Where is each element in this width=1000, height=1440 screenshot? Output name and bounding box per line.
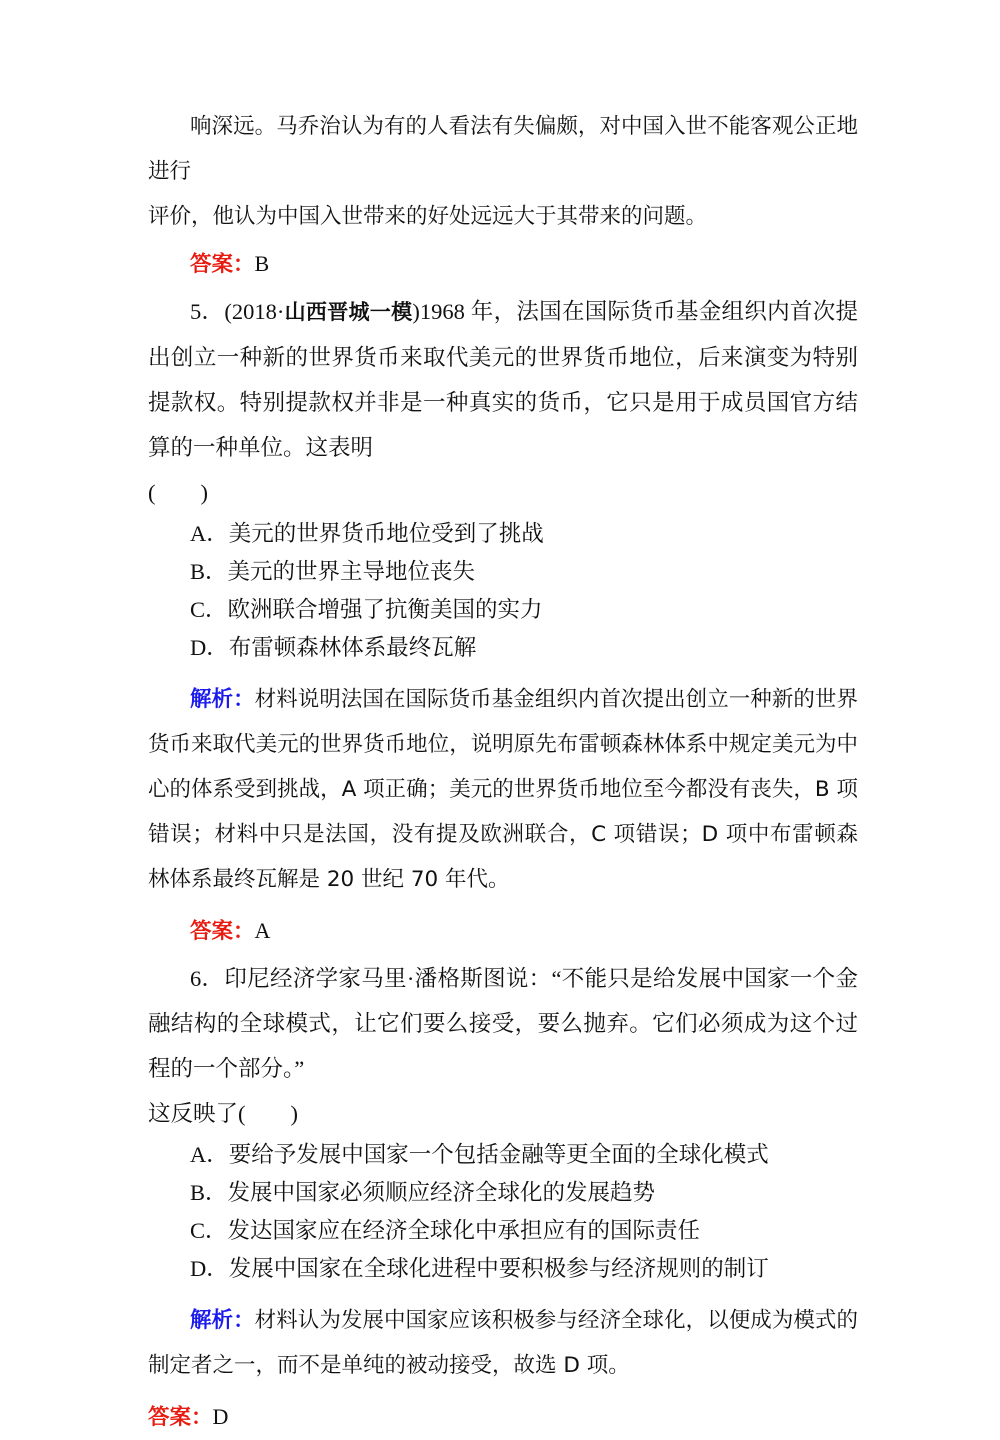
analysis-label: 解析 xyxy=(190,687,234,712)
answer-value: A xyxy=(254,918,271,943)
question-5-options xyxy=(148,515,858,667)
question-5-source-suffix: ) xyxy=(412,299,420,324)
option-c[interactable] xyxy=(148,591,858,629)
answer-separator: ： xyxy=(191,1405,213,1430)
analysis-text: 材料说明法国在国际货币基金组织内首次提出创立一种新的世界货币来取代美元的世界货币地位，说明原先布雷顿森林体系中规定美元为中心的体系受到挑战，A 项正确；美元的世界货币地位至今都没有丧失，B 项错误；材料中只是法国，没有提及欧洲联合，C 项错误；D 项中布雷顿森林体系最终瓦解是 20 世纪 70 年代。 xyxy=(148,687,858,892)
question-5-source-prefix: (2018· xyxy=(224,299,285,324)
option-d-text: 布雷顿森林体系最终瓦解 xyxy=(228,635,477,660)
option-a-key: A． xyxy=(190,1142,229,1167)
answer-line-q5 xyxy=(148,908,858,954)
answer-line-q4 xyxy=(148,241,858,287)
answer-separator: ： xyxy=(233,919,255,944)
question-6-stem xyxy=(148,956,858,1091)
answer-label: 答案 xyxy=(190,919,234,944)
option-a[interactable] xyxy=(148,1136,858,1174)
question-5-number: 5． xyxy=(190,299,225,324)
answer-value: B xyxy=(254,251,270,276)
question-6-analysis xyxy=(148,1298,858,1388)
option-c[interactable] xyxy=(148,1212,858,1250)
option-b[interactable] xyxy=(148,553,858,591)
option-c-text: 发达国家应在经济全球化中承担应有的国际责任 xyxy=(227,1218,701,1243)
question-5-blank: ( ) xyxy=(148,480,208,505)
analysis-separator: ： xyxy=(233,1308,255,1333)
question-6-options xyxy=(148,1136,858,1288)
continued-analysis-line-2: 评价，他认为中国入世带来的好处远远大于其带来的问题。 xyxy=(148,204,708,229)
option-a-text: 要给予发展中国家一个包括金融等更全面的全球化模式 xyxy=(228,1142,769,1167)
option-c-text: 欧洲联合增强了抗衡美国的实力 xyxy=(227,597,543,622)
option-b-key: B． xyxy=(190,559,228,584)
option-a[interactable] xyxy=(148,515,858,553)
option-d-key: D． xyxy=(190,635,229,660)
answer-label: 答案 xyxy=(148,1405,192,1430)
question-6-number: 6． xyxy=(190,966,225,991)
analysis-separator: ： xyxy=(233,687,255,712)
question-5-stem-text: 1968 年，法国在国际货币基金组织内首次提出创立一种新的世界货币来取代美元的世界货币地位，后来演变为特别提款权。特别提款权并非是一种真实的货币，它只是用于成员国官方结算的一种单位。这表明 xyxy=(148,299,858,460)
option-c-key: C． xyxy=(190,597,228,622)
option-d-text: 发展中国家在全球化进程中要积极参与经济规则的制订 xyxy=(228,1256,769,1281)
answer-separator: ： xyxy=(233,252,255,277)
option-b-text: 发展中国家必须顺应经济全球化的发展趋势 xyxy=(227,1180,656,1205)
option-a-key: A． xyxy=(190,521,229,546)
question-5-analysis xyxy=(148,677,858,902)
answer-line-q6 xyxy=(148,1394,858,1440)
option-b[interactable] xyxy=(148,1174,858,1212)
option-d[interactable] xyxy=(148,629,858,667)
answer-value: D xyxy=(212,1404,229,1429)
option-b-text: 美元的世界主导地位丧失 xyxy=(227,559,476,584)
continued-analysis-line-1: 响深远。马乔治认为有的人看法有失偏颇，对中国入世不能客观公正地进行 xyxy=(148,114,858,184)
answer-label: 答案 xyxy=(190,252,234,277)
option-d[interactable] xyxy=(148,1250,858,1288)
option-c-key: C． xyxy=(190,1218,228,1243)
page-content xyxy=(148,104,858,1440)
analysis-text: 材料认为发展中国家应该积极参与经济全球化，以便成为模式的制定者之一，而不是单纯的被动接受，故选 D 项。 xyxy=(148,1308,858,1378)
question-5-stem xyxy=(148,289,858,470)
analysis-label: 解析 xyxy=(190,1308,234,1333)
option-b-key: B． xyxy=(190,1180,228,1205)
option-d-key: D． xyxy=(190,1256,229,1281)
question-6-stem-text: 印尼经济学家马里·潘格斯图说：“不能只是给发展中国家一个金融结构的全球模式，让它们要么接受，要么抛弃。它们必须成为这个过程的一个部分。” xyxy=(148,966,858,1081)
option-a-text: 美元的世界货币地位受到了挑战 xyxy=(228,521,544,546)
question-5-source: 山西晋城一模 xyxy=(284,300,413,324)
question-6-lead-in: 这反映了( ) xyxy=(148,1101,298,1126)
